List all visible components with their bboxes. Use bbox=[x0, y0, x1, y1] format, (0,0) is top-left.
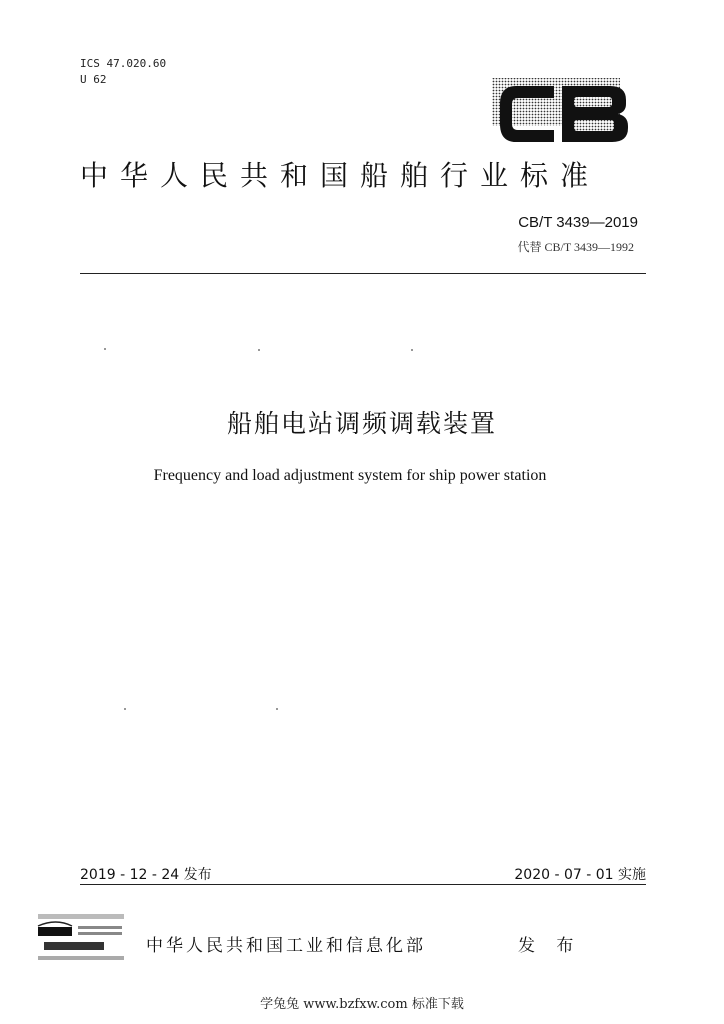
footer-divider bbox=[80, 884, 646, 885]
scan-speck bbox=[411, 349, 413, 351]
scan-speck bbox=[104, 348, 106, 350]
ics-code: ICS 47.020.60 bbox=[80, 57, 167, 70]
header-divider bbox=[80, 273, 646, 274]
document-title-chinese: 船舶电站调频调载装置 bbox=[226, 409, 497, 438]
cb-logo bbox=[486, 74, 636, 150]
standard-category: 中华人民共和国船舶行业标准 bbox=[80, 159, 601, 192]
issue-date: 2019 - 12 - 24 发布 bbox=[80, 867, 212, 883]
issuing-authority: 中华人民共和国工业和信息化部 bbox=[146, 936, 426, 956]
replaces-standard: 代替 CB/T 3439—1992 bbox=[517, 240, 634, 254]
chitec-stamp bbox=[36, 912, 128, 968]
scan-speck bbox=[258, 349, 260, 351]
scan-speck bbox=[124, 708, 126, 710]
document-title-english: Frequency and load adjustment system for ship power station bbox=[153, 467, 547, 484]
ccs-code: U 62 bbox=[80, 73, 107, 86]
scan-speck bbox=[276, 708, 278, 710]
standard-number: CB/T 3439—2019 bbox=[518, 214, 638, 231]
release-label: 发 布 bbox=[518, 936, 582, 956]
implementation-date: 2020 - 07 - 01 实施 bbox=[514, 867, 646, 883]
classification-codes bbox=[80, 56, 166, 88]
download-watermark: 学兔兔 www.bzfxw.com 标准下载 bbox=[260, 997, 464, 1012]
